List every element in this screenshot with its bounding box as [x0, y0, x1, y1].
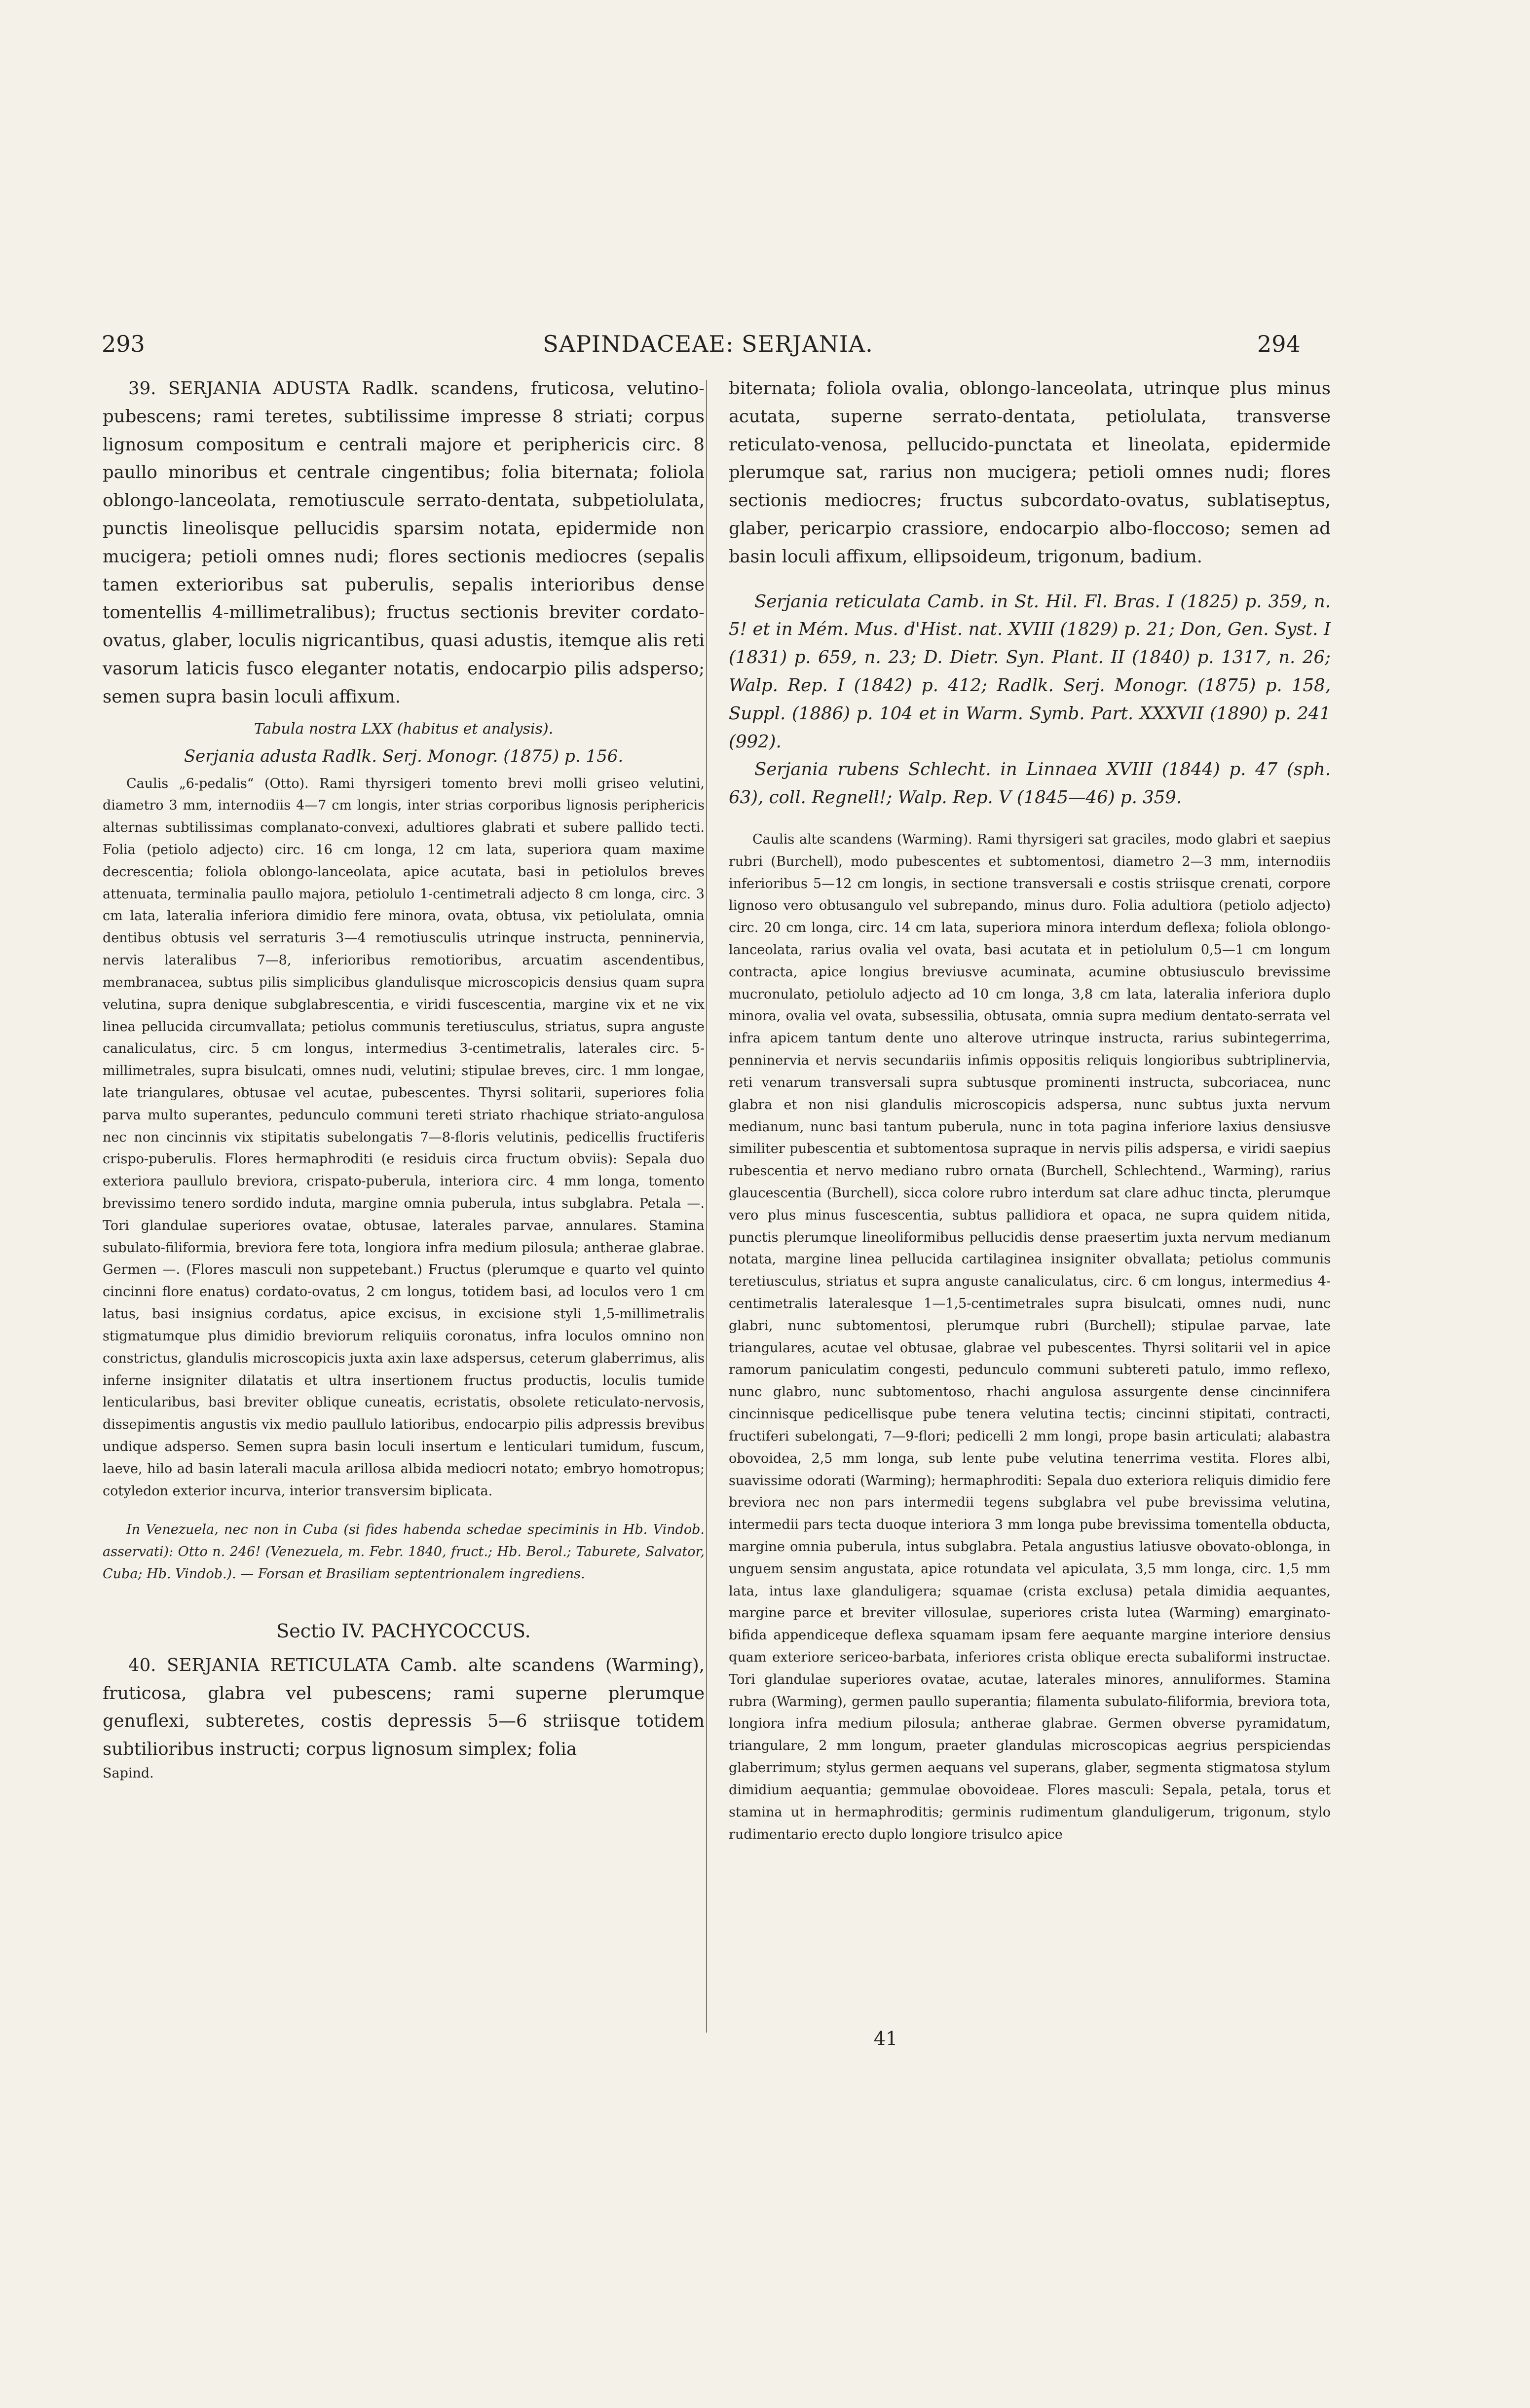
running-head: SAPINDACEAE: SERJANIA. — [543, 331, 873, 357]
species-40-entry — [103, 1652, 705, 1764]
right-page-number: 294 — [1257, 331, 1301, 357]
species-39-entry — [103, 375, 705, 711]
right-column — [729, 375, 1331, 1846]
species-40-detailed-description: Caulis alte scandens (Warming). Rami thyrsigeri sat graciles, modo glabri et saepius rubri (Burchell), modo pubescentes et subtomentosi, diametro 2—3 mm, internodiis inferioribus 5—12 cm longis, in sectione transversali e costis striisque crenati, corpore lignoso vero obtusangulo vel subrepando, minus duro. Folia adultiora (petiolo adjecto) circ. 20 cm longa, circ. 14 cm lata, superiora minora interdum deflexa; foliola oblongo-lanceolata, rarius ovalia vel ovata, basi acutata et in petiolulum 0,5—1 cm longum contracta, apice longius breviusve acuminata, acumine obtusiusculo brevissime mucronulato, petiolulo adjecto ad 10 cm longa, 3,8 cm lata, lateralia inferiora duplo minora, ovalia vel ovata, subsessilia, obtusata, omnia supra medium dentato-serrata vel infra apicem tantum dente uno alterove utrinque instructa, rarius subintegerrima, penninervia et nervis secundariis infimis oppositis reliquis longioribus subtriplinervia, reti venarum transversali supra subtusque prominenti instructa, subcoriacea, nunc glabra et non nisi glandulis microscopicis adspersa, nunc subtus juxta nervum medianum, nunc basi tantum puberula, nunc in tota pagina inferiore laxius densiusve similiter pubescentia et subtomentosa supraque in nervis pilis adspersa, e viridi saepius rubescentia et nervo mediano rubro ornata (Burchell, Schlechtend., Warming), rarius glaucescentia (Burchell), sicca colore rubro interdum sat clare adhuc tincta, plerumque vero plus minus fuscescentia, subtus pallidiora et opaca, ne supra quidem nitida, punctis plerumque lineoliformibus pellucidis dense praesertim juxta nervum medianum notata, margine linea pellucida cartilaginea insigniter obvallata; petiolus communis teretiusculus, striatus et supra anguste canaliculatus, circ. 6 cm longus, intermedius 4-centimetralis lateralesque 1—1,5-centimetrales supra bisulcati, omnes nudi, nunc glabri, nunc subtomentosi, plerumque rubri (Burchell); stipulae parvae, late triangulares, acutae vel obtusae, glabrae vel pubescentes. Thyrsi solitarii vel in apice ramorum paniculatim congesti, pedunculo communi subtereti patulo, immo reflexo, nunc glabro, nunc subtomentoso, rhachi angulosa assurgente dense cincinnifera cincinnisque pedicellisque pube tenera velutina tectis; cincinni stipitati, contracti, fructiferi subelongati, 7—9-flori; pedicelli 2 mm longi, prope basin articulati; alabastra obovoidea, 2,5 mm longa, sub lente pube velutina tenerrima vestita. Flores albi, suavissime odorati (Warming); hermaphroditi: Sepala duo exteriora reliquis dimidio fere breviora nec non pars intermedii tegens subglabra vel pube brevissima velutina, intermedii pars tecta duoque interiora 3 mm longa pube brevissima tomentella obducta, margine omnia puberula, intus subglabra. Petala angustius latiusve obovato-oblonga, in unguem sensim angustata, apice rotundata vel apiculata, 3,5 mm longa, circ. 1,5 mm lata, intus laxe glanduligera; squamae (crista exclusa) petala dimidia aequantes, margine parce et breviter villosulae, superiores crista lutea (Warming) emarginato-bifida appendiceque deflexa squamam ipsam fere aequante margine interiore densius quam exteriore sericeo-barbata, inferiores crista oblique erecta subaliformi instructae. Tori glandulae superiores ovatae, acutae, laterales minores, annuliformes. Stamina rubra (Warming), germen paullo superantia; filamenta subulato-filiformia, breviora tota, longiora infra medium pilosula; antherae glabrae. Germen obverse pyramidatum, triangulare, 2 mm longum, praeter glandulas microscopicas aegrius perspiciendas glaberrimum; stylus germen aequans vel superans, glaber, segmenta stigmatosa stylum dimidium aequantia; gemmulae obovoideae. Flores masculi: Sepala, petala, torus et stamina ut in hermaphroditis; germinis rudimentum glanduligerum, trigonum, stylo rudimentario erecto duplo longiore trisulco apice — [729, 831, 1331, 1842]
left-column — [103, 375, 705, 1781]
species-40-heading: 40. SERJANIA RETICULATA Camb. — [128, 1655, 458, 1675]
species-39-heading: 39. SERJANIA ADUSTA Radlk. — [128, 378, 419, 399]
species-39-detailed-description: Caulis „6-pedalis“ (Otto). Rami thyrsigeri tomento brevi molli griseo velutini, diametro 3 mm, internodiis 4—7 cm longis, inter strias corporibus lignosis periphericis alternas subtilissimas complanato-convexi, adultiores glabrati et subere pallido tecti. Folia (petiolo adjecto) circ. 16 cm longa, 12 cm lata, superiora quam maxime decrescentia; foliola oblongo-lanceolata, apice acutata, basi in petiolulos breves attenuata, terminalia paullo majora, petiolulo 1-centimetrali adjecto 8 cm longa, circ. 3 cm lata, lateralia inferiora dimidio fere minora, ovata, obtusa, vix petiolulata, omnia dentibus obtusis vel serraturis 3—4 remotiusculis utrinque instructa, penninervia, nervis lateralibus 7—8, inferioribus remotioribus, arcuatim ascendentibus, membranacea, subtus pilis simplicibus glandulisque microscopicis densius quam supra velutina, supra denique subglabrescentia, e viridi fuscescentia, margine vix et ne vix linea pellucida circumvallata; petiolus communis teretiusculus, striatus, supra anguste canaliculatus, circ. 5 cm longus, intermedius 3-centimetralis, laterales circ. 5-millimetrales, supra bisulcati, omnes nudi, velutini; stipulae breves, circ. 1 mm longae, late triangulares, obtusae vel acutae, pubescentes. Thyrsi solitarii, superiores folia parva multo superantes, pedunculo communi tereti striato rhachique striato-angulosa nec non cincinnis vix stipitatis subelongatis 7—8-floris velutinis, pedicellis fructiferis crispo-puberulis. Flores hermaphroditi (e residuis circa fructum obviis): Sepala duo exteriora paullulo breviora, crispato-puberula, interiora circ. 4 mm longa, tomento brevissimo tenero sordido induta, margine omnia puberula, intus subglabra. Petala —. Tori glandulae superiores ovatae, obtusae, laterales parvae, annulares. Stamina subulato-filiformia, breviora fere tota, longiora infra medium pilosula; antherae glabrae. Germen —. (Flores masculi non suppetebant.) Fructus (plerumque e quarto vel quinto cincinni flore enatus) cordato-ovatus, 2 cm longus, totidem basi, ad loculos vero 1 cm latus, basi insignius cordatus, apice excisus, in excisione styli 1,5-millimetralis stigmatumque plus dimidio breviorum reliquiis coronatus, infra loculos omnino non constrictus, glandulis microscopicis juxta axin laxe adspersus, ceterum glaberrimus, alis inferne insigniter dilatatis et ultra insertionem fructus productis, loculis tumide lenticularibus, basi breviter oblique cuneatis, ecristatis, obsolete reticulato-nervosis, dissepimentis angustis vix medio paullulo latioribus, endocarpio pilis adpressis brevibus undique adsperso. Semen supra basin loculi insertum e lenticulari tumidum, fuscum, laeve, hilo ad basin laterali macula arillosa albida mediocri notato; embryo homotropus; cotyledon exterior incurva, interior transversim biplicata. — [103, 776, 705, 1499]
left-page-number: 293 — [102, 331, 145, 357]
species-40-citation-reticulata: Serjania reticulata Camb. in St. Hil. Fl. Bras. I (1825) p. 359, n. 5! et in Mém. Mus. d'Hist. nat. XVIII (1829) p. 21; Don, Gen. Syst. I (1831) p. 659, n. 23; D. Dietr. Syn. Plant. II (1840) p. 1317, n. 26; Walp. Rep. I (1842) p. 412; Radlk. Serj. Monogr. (1875) p. 158, Suppl. (1886) p. 104 et in Warm. Symb. Part. XXXVII (1890) p. 241 (992). — [729, 591, 1331, 752]
column-divider — [706, 380, 707, 2033]
species-40-description-continued: biternata; foliola ovalia, oblongo-lanceolata, utrinque plus minus acutata, superne serrato-dentata, petiolulata, transverse reticulato-venosa, pellucido-punctata et lineolata, epidermide plerumque sat, rarius non mucigera; petioli omnes nudi; flores sectionis mediocres; fructus subcordato-ovatus, sublatiseptus, glaber, pericarpio crassiore, endocarpio albo-floccoso; semen ad basin loculi affixum, ellipsoideum, trigonum, badium. — [729, 378, 1331, 567]
species-40-citation-rubens: Serjania rubens Schlecht. in Linnaea XVIII (1844) p. 47 (sph. 63), coll. Regnell!; Walp. Rep. V (1845—46) p. 359. — [729, 759, 1331, 808]
signature-mark: 41 — [873, 2028, 898, 2049]
species-40-description-start: alte scandens (Warming), fruticosa, glabra vel pubescens; rami superne plerumque genuflexi, subteretes, costis depressis 5—6 striisque totidem subtilioribus instructi; corpus lignosum simplex; folia — [103, 1655, 705, 1760]
tabula-reference: Tabula nostra LXX (habitus et analysis). — [254, 720, 554, 738]
species-39-description: scandens, fruticosa, velutino-pubescens; rami teretes, subtilissime impresse 8 striati; corpus lignosum compositum e centrali majore et periphericis circ. 8 paullo minoribus et centrale cingentibus; folia biternata; foliola oblongo-lanceolata, remotiuscule serrato-dentata, subpetiolulata, punctis lineolisque pellucidis sparsim notata, epidermide non mucigera; petioli omnes nudi; flores sectionis mediocres (sepalis tamen exterioribus sat puberulis, sepalis interioribus dense tomentellis 4-millimetralibus); fructus sectionis breviter cordato-ovatus, glaber, loculis nigricantibus, quasi adustis, itemque alis reti vasorum laticis fusco eleganter notatis, endocarpio pilis adsperso; semen supra basin loculi affixum. — [103, 378, 705, 707]
species-39-citation: Serjania adusta Radlk. Serj. Monogr. (1875) p. 156. — [184, 746, 624, 766]
footer-abbreviation: Sapind. — [103, 1766, 154, 1781]
section-title: Sectio IV. PACHYCOCCUS. — [276, 1620, 531, 1642]
species-39-locality: In Venezuela, nec non in Cuba (si fides habenda schedae speciminis in Hb. Vindob. asservati): Otto n. 246! (Venezuela, m. Febr. 1840, fruct.; Hb. Berol.; Taburete, Salvator, Cuba; Hb. Vindob.). — Forsan et Brasiliam septentrionalem ingrediens. — [103, 1522, 705, 1582]
